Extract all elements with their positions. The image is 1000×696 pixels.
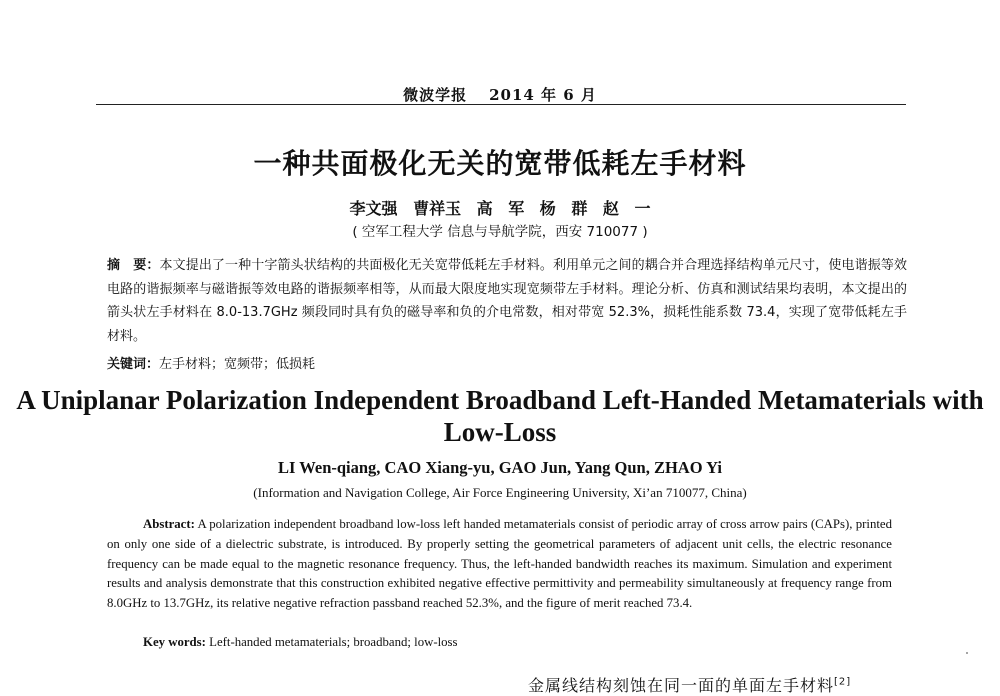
scan-speck	[966, 652, 968, 654]
en-keywords-text: Left-handed metamaterials; broadband; low-loss	[209, 635, 458, 649]
en-title: A Uniplanar Polarization Independent Broadband Left-Handed Metamaterials with Low-Loss	[16, 385, 984, 447]
en-authors: LI Wen-qiang, CAO Xiang-yu, GAO Jun, Yang Qun, ZHAO Yi	[278, 458, 722, 477]
cn-keywords	[107, 353, 907, 372]
body-text-fragment: 金属线结构刻蚀在同一面的单面左手材料	[528, 676, 835, 695]
cn-abstract	[107, 254, 907, 348]
journal-header	[0, 84, 1000, 105]
cn-keywords-text: 左手材料；宽频带；低损耗	[159, 357, 316, 372]
cn-abstract-label: 摘 要：	[107, 258, 160, 273]
en-abstract-text: A polarization independent broadband low-loss left handed metamaterials consist of periodic array of cross arrow pairs (CAPs), printed on only one side of a dielectric substrate, is introduced. By properly setting the geometrical parameters of adjacent unit cells, the electric resonance frequency can be made equal to the magnetic resonance frequency. Thus, the left-handed bandwidth reaches its maximum. Simulation and experiment results and analysis demonstrate that this construction exhibited negative effective permittivity and permeability simultaneously at frequency range from 8.0GHz to 13.7GHz, its relative negative refraction passband reached 52.3%, and the figure of merit reached 73.4.	[107, 517, 892, 611]
cn-abstract-text: 本文提出了一种十字箭头状结构的共面极化无关宽带低耗左手材料。利用单元之间的耦合并合理选择结构单元尺寸，使电谐振等效电路的谐振频率与磁谐振等效电路的谐振频率相等，从而最大限度地实现宽频带左手材料。理论分析、仿真和测试结果均表明，本文提出的箭头状左手材料在 8.0-13.7GHz 频段同时具有负的磁导率和负的介电常数，相对带宽 52.3%，损耗性能系数 73.4，实现了宽带低耗左手材料。	[107, 258, 907, 344]
cn-title: 一种共面极化无关的宽带低耗左手材料	[253, 147, 747, 180]
cn-authors: 李文强 曹祥玉 高 军 杨 群 赵 一	[349, 199, 651, 218]
en-abstract-label: Abstract:	[143, 517, 195, 531]
citation-ref: [2]	[834, 676, 852, 688]
en-keywords	[143, 635, 903, 650]
en-abstract	[107, 515, 892, 614]
en-affiliation: (Information and Navigation College, Air Force Engineering University, Xi’an 710077, China)	[253, 485, 747, 500]
header-rule	[96, 104, 906, 105]
cn-affiliation: ( 空军工程大学 信息与导航学院，西安 710077 )	[352, 224, 648, 240]
journal-name: 微波学报	[403, 86, 468, 104]
en-keywords-label: Key words:	[143, 635, 206, 649]
body-text-cut	[528, 673, 851, 696]
journal-issue: 2014 年 6 月	[489, 86, 597, 104]
cn-keywords-label: 关键词：	[107, 357, 160, 372]
